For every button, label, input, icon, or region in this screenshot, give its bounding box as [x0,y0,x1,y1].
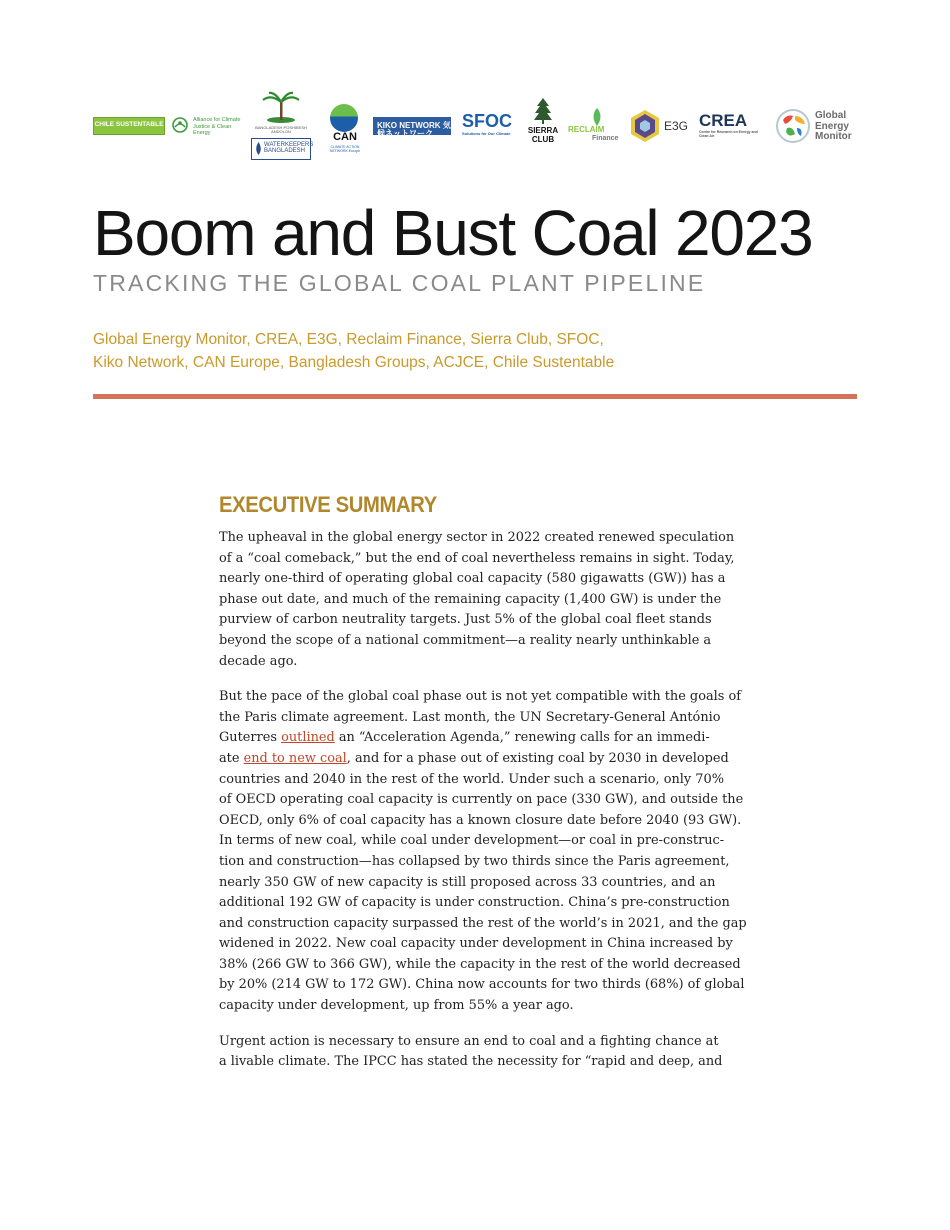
chile-sustentable-logo [93,117,165,135]
text-line: widened in 2022. New coal capacity under development in China increased by [219,936,733,952]
paragraph-2 [219,687,747,1017]
text-line: tion and construction—has collapsed by two thirds since the Paris agreement, [219,853,730,869]
text-line: countries and 2040 in the rest of the world. Under such a scenario, only 70% [219,771,724,787]
bangladesh-groups-logo [251,90,314,162]
drop-icon [254,142,263,155]
text-line: In terms of new coal, while coal under development—or coal in pre-construc- [219,833,725,849]
outlined-link[interactable]: outlined [281,730,335,746]
text-line: nearly one-third of operating global coal capacity (580 gigawatts (GW)) has a [219,571,726,587]
global-energy-monitor-logo [775,108,859,148]
authors-line-1: Global Energy Monitor, CREA, E3G, Reclaim Finance, Sierra Club, SFOC, [93,331,604,348]
kiko-text: KIKO NETWORK 気候ネットワーク [377,121,451,138]
text-line: the Paris climate agreement. Last month, the UN Secretary-General António [219,709,721,725]
text-line: of OECD operating coal capacity is currently on pace (330 GW), and outside the [219,792,744,808]
text-fragment: Guterres [219,730,282,746]
header-divider [93,394,857,399]
text-line: OECD, only 6% of coal capacity has a known closure date before 2040 (93 GW). [219,812,742,828]
can-text: CAN [333,131,357,143]
text-line: and construction capacity surpassed the rest of the world’s in 2021, and the gap [219,915,747,931]
can-globe-icon [330,104,358,132]
hexagon-pattern-icon [630,110,660,142]
reclaim-text: RECLAIM [568,125,605,134]
end-to-new-coal-link[interactable]: end to new coal [243,750,347,766]
sfoc-sub-text: Solutions for Our Climate [462,131,511,136]
document-subtitle: TRACKING THE GLOBAL COAL PLANT PIPELINE [93,270,706,296]
hands-icon [171,116,189,134]
text-line: capacity under development, up from 55% a year ago. [219,998,574,1014]
can-sub-text: CLIMATE ACTION NETWORK Europe [329,145,361,153]
reclaim-finance-logo [568,108,624,144]
globe-icon [775,108,811,144]
text-line: a livable climate. The IPCC has stated the necessity for “rapid and deep, and [219,1054,723,1070]
bangladesh-text: BANGLADESH POSHIBESH ANDOLON [255,125,307,134]
text-fragment: an “Acceleration Agenda,” renewing calls for an immedi- [334,730,710,746]
sfoc-text: SFOC [462,111,513,131]
palm-tree-icon [261,90,301,124]
sequoia-tree-icon [533,98,553,124]
text-line: decade ago. [219,653,298,669]
paragraph-1 [219,528,735,672]
gem-text: Global Energy Monitor [815,110,852,142]
acjce-logo [171,114,245,138]
section-heading: EXECUTIVE SUMMARY [219,492,437,517]
waterkeepers-text: WATERKEEPERS BANGLADESH [264,142,314,154]
waterkeepers-logo [251,138,314,160]
sfoc-logo [462,112,522,138]
text-line: of a “coal comeback,” but the end of coal nevertheless remains in sight. Today, [219,550,735,566]
chile-sustentable-text: CHILE SUSTENTABLE [94,121,164,128]
crea-logo [699,112,767,140]
author-organizations [93,328,853,374]
text-line: phase out date, and much of the remaining capacity (1,400 GW) is under the [219,591,722,607]
text-line: by 20% (214 GW to 172 GW). China now accounts for two thirds (68%) of global [219,977,745,993]
text-line [219,749,731,770]
document-title: Boom and Bust Coal 2023 [93,197,813,269]
sierra-club-logo [526,98,560,152]
sierra-text: SIERRA CLUB [527,126,559,144]
acjce-text: Alliance for Climate Justice & Clean Energy [193,117,241,136]
executive-summary-body [219,528,747,1088]
e3g-text: E3G [664,119,689,133]
can-europe-logo [327,104,363,153]
text-line: Urgent action is necessary to ensure an end to coal and a fighting chance at [219,1033,719,1049]
text-fragment: ate [219,750,244,766]
paragraph-3 [219,1032,731,1073]
crea-sub-text: Centre for Research on Energy and Clean Air [699,130,758,138]
crea-text: CREA [699,111,748,130]
text-line: beyond the scope of a national commitment—a reality nearly unthinkable a [219,632,712,648]
text-line: purview of carbon neutrality targets. Just 5% of the global coal fleet stands [219,612,712,628]
text-line: nearly 350 GW of new capacity is still proposed across 33 countries, and an [219,874,716,890]
leaf-icon [590,108,604,126]
e3g-logo [630,110,690,142]
kiko-network-logo [373,117,451,138]
text-line: The upheaval in the global energy sector in 2022 created renewed speculation [219,530,735,545]
text-line: But the pace of the global coal phase out is not yet compatible with the goals of [219,689,742,705]
authors-line-2: Kiko Network, CAN Europe, Bangladesh Groups, ACJCE, Chile Sustentable [93,354,615,371]
reclaim-sub-text: Finance [592,135,619,142]
text-fragment: , and for a phase out of existing coal by 2030 in developed [346,750,729,766]
text-line: additional 192 GW of capacity is under construction. China’s pre-construction [219,895,730,911]
text-line: 38% (266 GW to 366 GW), while the capacity in the rest of the world decreased [219,956,741,972]
partner-logos [93,90,859,162]
text-line [219,728,731,749]
